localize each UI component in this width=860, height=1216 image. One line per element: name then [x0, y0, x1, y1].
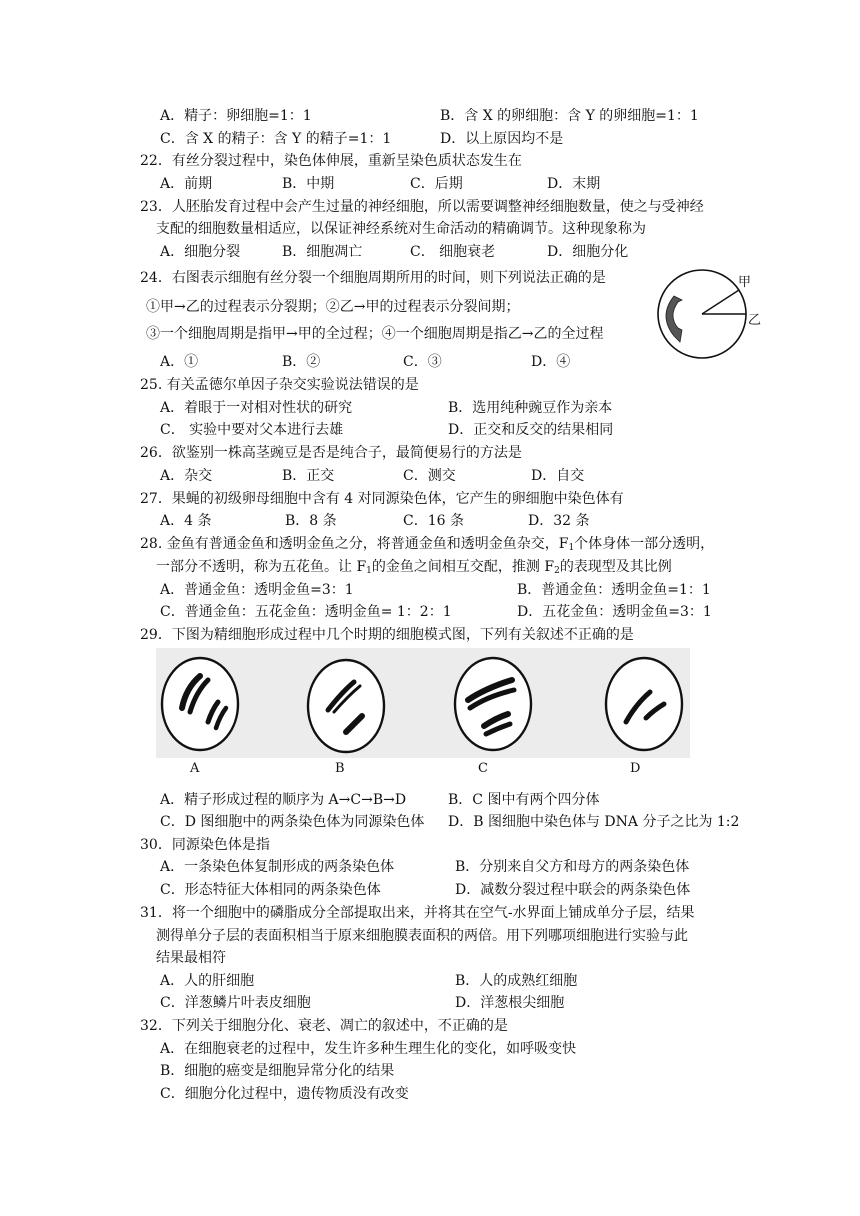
text-line: 30．同源染色体是指: [140, 837, 270, 853]
cell-caption-d: D: [630, 761, 641, 776]
text-line: C．测交: [403, 468, 456, 484]
text-line: A．细胞分裂: [160, 244, 241, 260]
text-line: 结果最相符: [156, 950, 226, 966]
label-jia: 甲: [738, 275, 752, 290]
label-yi: 乙: [748, 313, 762, 328]
text-line: D．减数分裂过程中联会的两条染色体: [455, 882, 691, 898]
text-line: 23．人胚胎发育过程中会产生过量的神经细胞，所以需要调整神经细胞数量，使之与受神经: [140, 199, 704, 215]
text-line: B．细胞凋亡: [282, 244, 363, 260]
text-line: D．32 条: [528, 513, 590, 529]
text-line: B．②: [282, 354, 321, 370]
text-line: A．在细胞衰老的过程中，发生许多种生理生化的变化，如呼吸变快: [160, 1041, 577, 1057]
text-line: B．人的成熟红细胞: [455, 973, 578, 989]
text-line: ③一个细胞周期是指甲→甲的全过程；④一个细胞周期是指乙→乙的全过程: [146, 326, 604, 342]
text-line: A．人的肝细胞: [160, 973, 255, 989]
text-line: A．精子形成过程的顺序为 A→C→B→D: [160, 792, 407, 808]
text-line: A．4 条: [160, 513, 212, 529]
cell-d: [606, 658, 682, 750]
text-line: C．形态特征大体相同的两条染色体: [160, 882, 381, 898]
text-line: ①甲→乙的过程表示分裂期；②乙→甲的过程表示分裂间期；: [146, 299, 520, 315]
text-line: A．一条染色体复制形成的两条染色体: [160, 859, 395, 875]
text-line: B．中期: [282, 176, 335, 192]
text-line: D．正交和反交的结果相同: [448, 422, 614, 438]
text-line: 24．右图表示细胞有丝分裂一个细胞周期所用的时间，则下列说法正确的是: [140, 270, 606, 286]
text-line: C．普通金鱼：五花金鱼：透明金鱼= 1：2：1: [160, 604, 452, 620]
text-line: B．8 条: [285, 513, 337, 529]
cycle-arrow-icon: [666, 296, 682, 342]
text-line: 26．欲鉴别一株高茎豌豆是否是纯合子，最简便易行的方法是: [140, 445, 522, 461]
text-line: C． 实验中要对父本进行去雄: [160, 422, 344, 438]
text-line: B．正交: [282, 468, 335, 484]
cycle-radius-jia: [702, 290, 739, 314]
text-line: B．含 X 的卵细胞：含 Y 的卵细胞=1：1: [440, 108, 699, 124]
text-line: A．杂交: [160, 468, 213, 484]
text-line: A．精子：卵细胞=1：1: [160, 108, 312, 124]
text-line: 22．有丝分裂过程中，染色体伸展，重新呈染色质状态发生在: [140, 153, 522, 169]
cell-caption-a: A: [190, 761, 200, 776]
text-line: 测得单分子层的表面积相当于原来细胞膜表面积的两倍。用下列哪项细胞进行实验与此: [156, 928, 688, 944]
text-line: 一部分不透明，称为五花鱼。让 $F_1$的金鱼之间相互交配，推测 $F_2$的表现型及其比例: [156, 559, 672, 576]
cell-caption-c: C: [478, 761, 488, 776]
text-line: D．五花金鱼：透明金鱼=3：1: [517, 604, 712, 620]
text-line: C．③: [403, 354, 442, 370]
text-line: A．前期: [160, 176, 213, 192]
text-line: B．分别来自父方和母方的两条染色体: [455, 859, 690, 875]
text-line: C．16 条: [403, 513, 464, 529]
cell-caption-b: B: [335, 761, 345, 776]
text-line: C．后期: [410, 176, 463, 192]
cell-cycle-diagram: [652, 266, 772, 366]
text-line: B．细胞的癌变是细胞异常分化的结果: [160, 1063, 395, 1079]
text-line: D．洋葱根尖细胞: [455, 995, 565, 1011]
text-line: D．末期: [547, 176, 601, 192]
cell-a: [162, 658, 238, 750]
text-line: C．D 图细胞中的两条染色体为同源染色体: [160, 814, 425, 830]
text-line: A．普通金鱼：透明金鱼=3：1: [160, 582, 354, 598]
text-line: C．细胞分化过程中，遗传物质没有改变: [160, 1086, 409, 1102]
text-line: 25. 有关孟德尔单因子杂交实验说法错误的是: [140, 377, 419, 393]
text-line: C． 细胞衰老: [410, 244, 496, 260]
text-line: D．B 图细胞中染色体与 DNA 分子之比为 1:2: [448, 814, 740, 830]
text-line: 31．将一个细胞中的磷脂成分全部提取出来，并将其在空气-水界面上铺成单分子层，结果: [140, 905, 695, 921]
cell-c: [455, 658, 531, 750]
text-line: D．以上原因均不是: [440, 131, 564, 147]
text-line: 28. 金鱼有普通金鱼和透明金鱼之分，将普通金鱼和透明金鱼杂交，$F_1$个体身体一部分透明，: [140, 536, 715, 553]
text-line: B．C 图中有两个四分体: [448, 792, 600, 808]
text-line: 29．下图为精细胞形成过程中几个时期的细胞模式图，下列有关叙述不正确的是: [140, 627, 634, 643]
cell-b: [308, 660, 384, 752]
text-line: 32．下列关于细胞分化、衰老、凋亡的叙述中，不正确的是: [140, 1018, 508, 1034]
text-line: A．①: [160, 354, 199, 370]
text-line: D．自交: [531, 468, 585, 484]
text-line: D．④: [531, 354, 571, 370]
text-line: B．普通金鱼：透明金鱼=1：1: [517, 582, 711, 598]
text-line: D．细胞分化: [547, 244, 629, 260]
text-line: A．着眼于一对相对性状的研究: [160, 400, 353, 416]
text-line: B．选用纯种豌豆作为亲本: [448, 400, 613, 416]
text-line: C．洋葱鳞片叶表皮细胞: [160, 995, 311, 1011]
text-line: 支配的细胞数量相适应，以保证神经系统对生命活动的精确调节。这种现象称为: [156, 221, 646, 237]
meiosis-cells-figure: [156, 648, 690, 758]
text-line: 27．果蝇的初级卵母细胞中含有 4 对同源染色体，它产生的卵细胞中染色体有: [140, 491, 624, 507]
text-line: C．含 X 的精子：含 Y 的精子=1：1: [160, 131, 392, 147]
